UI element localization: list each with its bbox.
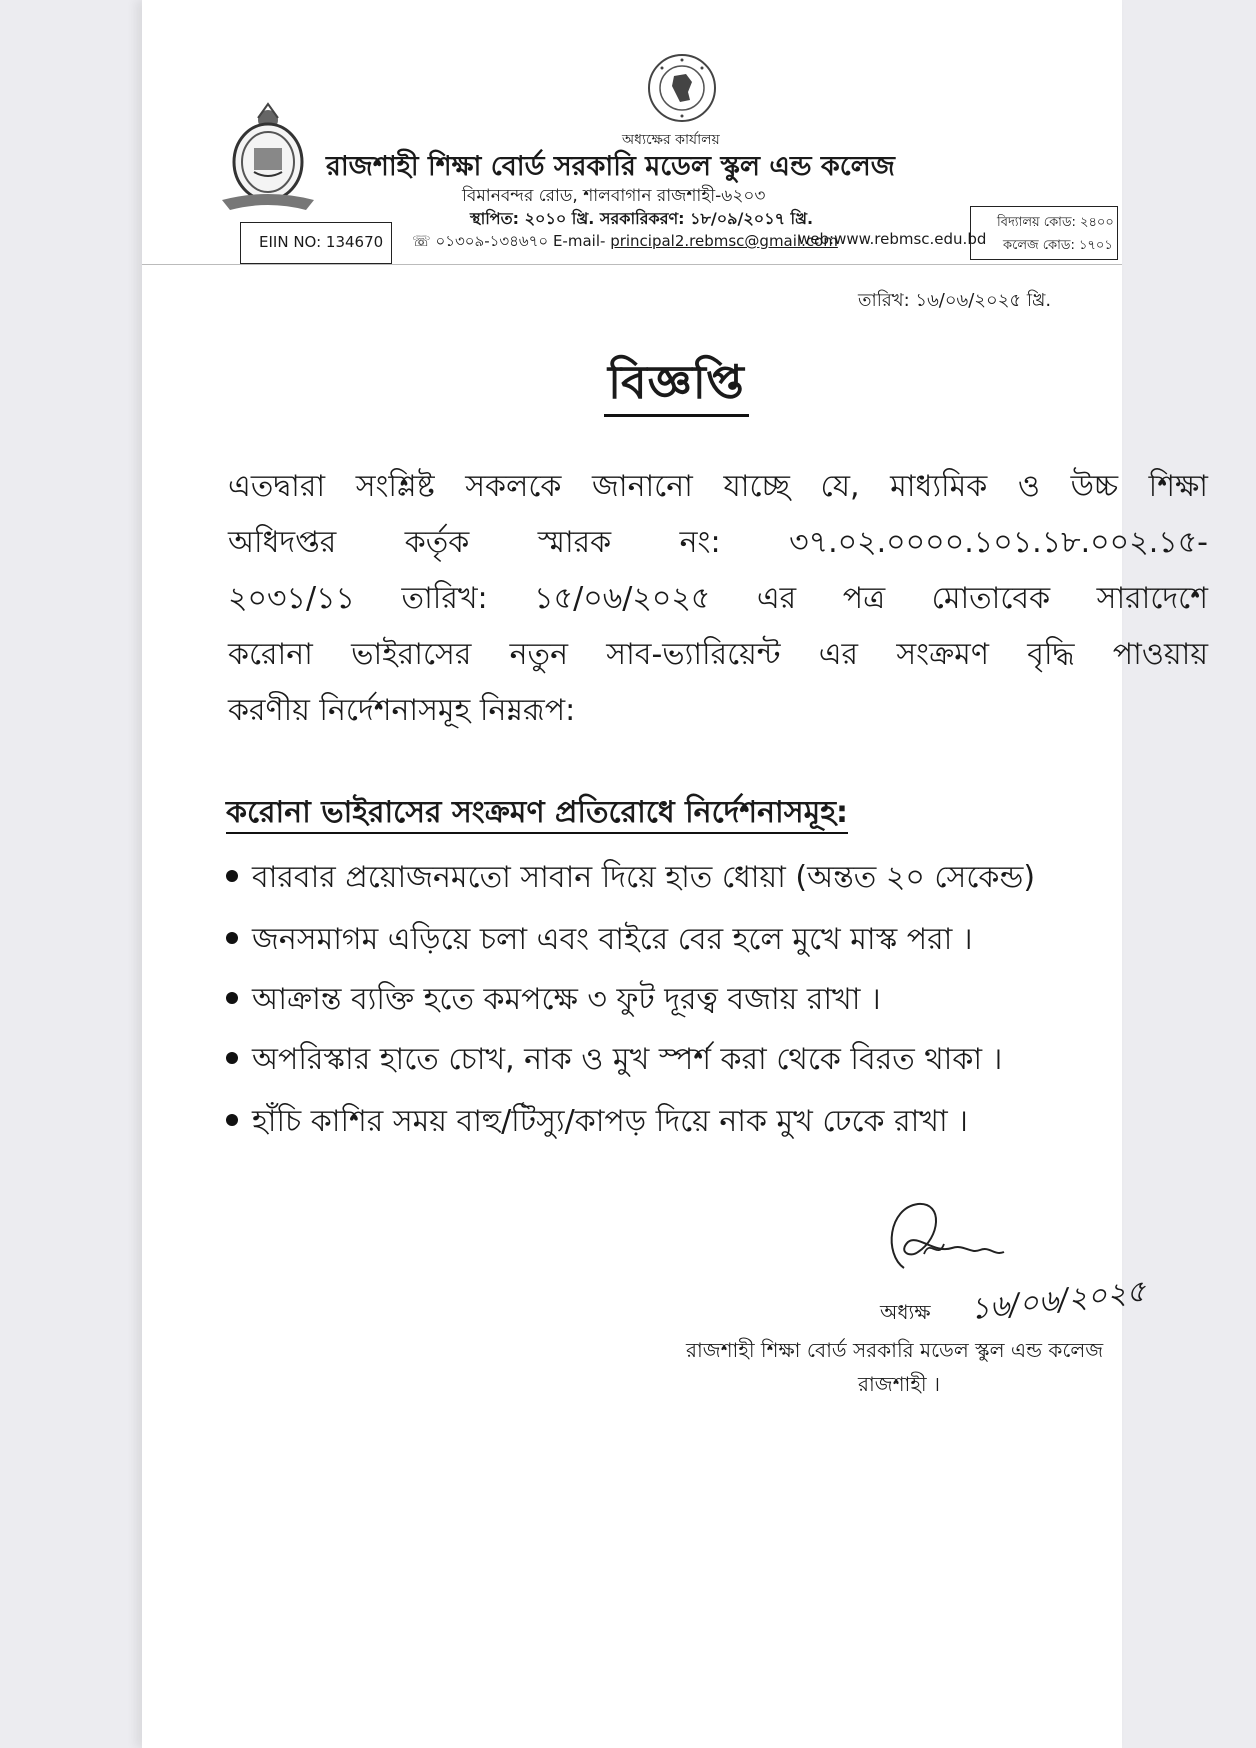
guideline-item: আক্রান্ত ব্যক্তি হতে কমপক্ষে ৩ ফুট দূরত্ব বজায় রাখা । bbox=[226, 980, 881, 1020]
notice-date: তারিখ: ১৬/০৬/২০২৫ খ্রি. bbox=[858, 290, 1052, 311]
phone-icon: ☏ bbox=[412, 232, 431, 250]
paragraph-line-3: ২০৩১/১১ তারিখ: ১৫/০৬/২০২৫ এর পত্র মোতাবেক সারাদেশে bbox=[228, 581, 1208, 616]
signatory-designation: অধ্যক্ষ bbox=[880, 1300, 931, 1324]
eiin-number: EIIN NO: 134670 bbox=[259, 233, 384, 251]
website: web:www.rebmsc.edu.bd bbox=[798, 230, 987, 248]
paragraph-line-5: করণীয় নির্দেশনাসমূহ নিম্নরূপ: bbox=[228, 693, 576, 728]
guidelines-heading: করোনা ভাইরাসের সংক্রমণ প্রতিরোধে নির্দেশনাসমূহ: bbox=[226, 794, 848, 834]
bullet-icon bbox=[226, 870, 238, 882]
institution-name: রাজশাহী শিক্ষা বোর্ড সরকারি মডেল স্কুল এন্ড কলেজ bbox=[326, 151, 895, 182]
bullet-icon bbox=[226, 1052, 238, 1064]
guideline-item: জনসমাগম এড়িয়ে চলা এবং বাইরে বের হলে মুখে মাস্ক পরা । bbox=[226, 920, 973, 960]
contact-line bbox=[412, 230, 838, 255]
institution-code-box bbox=[970, 206, 1118, 260]
guideline-item: হাঁচি কাশির সময় বাহু/টিস্যু/কাপড় দিয়ে নাক মুখ ঢেকে রাখা । bbox=[226, 1102, 968, 1142]
established-info: স্থাপিত: ২০১০ খ্রি. সরকারিকরণ: ১৮/০৯/২০১৭ খ্রি. bbox=[470, 209, 814, 228]
phone-number: ০১৩০৯-১৩৪৬৭০ bbox=[435, 232, 549, 250]
handwritten-date: ১৬/০৬/২০২৫ bbox=[968, 1273, 1148, 1328]
paragraph-line-4: করোনা ভাইরাসের নতুন সাব-ভ্যারিয়েন্ট এর সংক্রমণ বৃদ্ধি পাওয়ায় bbox=[228, 637, 1208, 672]
paragraph-line-2: অধিদপ্তর কর্তৃক স্মারক নং: ৩৭.০২.০০০০.১০১.১৮.০০২.১৫- bbox=[228, 525, 1208, 560]
signatory-city: রাজশাহী । bbox=[858, 1372, 941, 1396]
government-seal-logo bbox=[646, 52, 718, 124]
guideline-item: অপরিস্কার হাতে চোখ, নাক ও মুখ স্পর্শ করা থেকে বিরত থাকা । bbox=[226, 1040, 1002, 1080]
bullet-icon bbox=[226, 932, 238, 944]
college-code: কলেজ কোড: ১৭০১ bbox=[1003, 238, 1113, 253]
eiin-box bbox=[240, 222, 392, 264]
signatory-institution: রাজশাহী শিক্ষা বোর্ড সরকারি মডেল স্কুল এন্ড কলেজ bbox=[686, 1338, 1104, 1362]
email-address: principal2.rebmsc@gmail.com bbox=[610, 232, 838, 250]
bullet-icon bbox=[226, 1114, 238, 1126]
paragraph-line-1: এতদ্বারা সংশ্লিষ্ট সকলকে জানানো যাচ্ছে যে, মাধ্যমিক ও উচ্চ শিক্ষা bbox=[228, 469, 1208, 504]
office-label: অধ্যক্ষের কার্যালয় bbox=[622, 132, 720, 148]
guideline-item: বারবার প্রয়োজনমতো সাবান দিয়ে হাত ধোয়া (অন্তত ২০ সেকেন্ড) bbox=[226, 858, 1035, 898]
bullet-icon bbox=[226, 992, 238, 1004]
notice-title: বিজ্ঞপ্তি bbox=[604, 352, 749, 417]
school-crest-logo bbox=[216, 100, 320, 214]
institution-address: বিমানবন্দর রোড, শালবাগান রাজশাহী-৬২০৩ bbox=[462, 186, 766, 206]
email-label: E-mail- bbox=[552, 232, 606, 250]
header-divider bbox=[142, 264, 1122, 265]
school-code: বিদ্যালয় কোড: ২৪০০ bbox=[997, 215, 1114, 230]
